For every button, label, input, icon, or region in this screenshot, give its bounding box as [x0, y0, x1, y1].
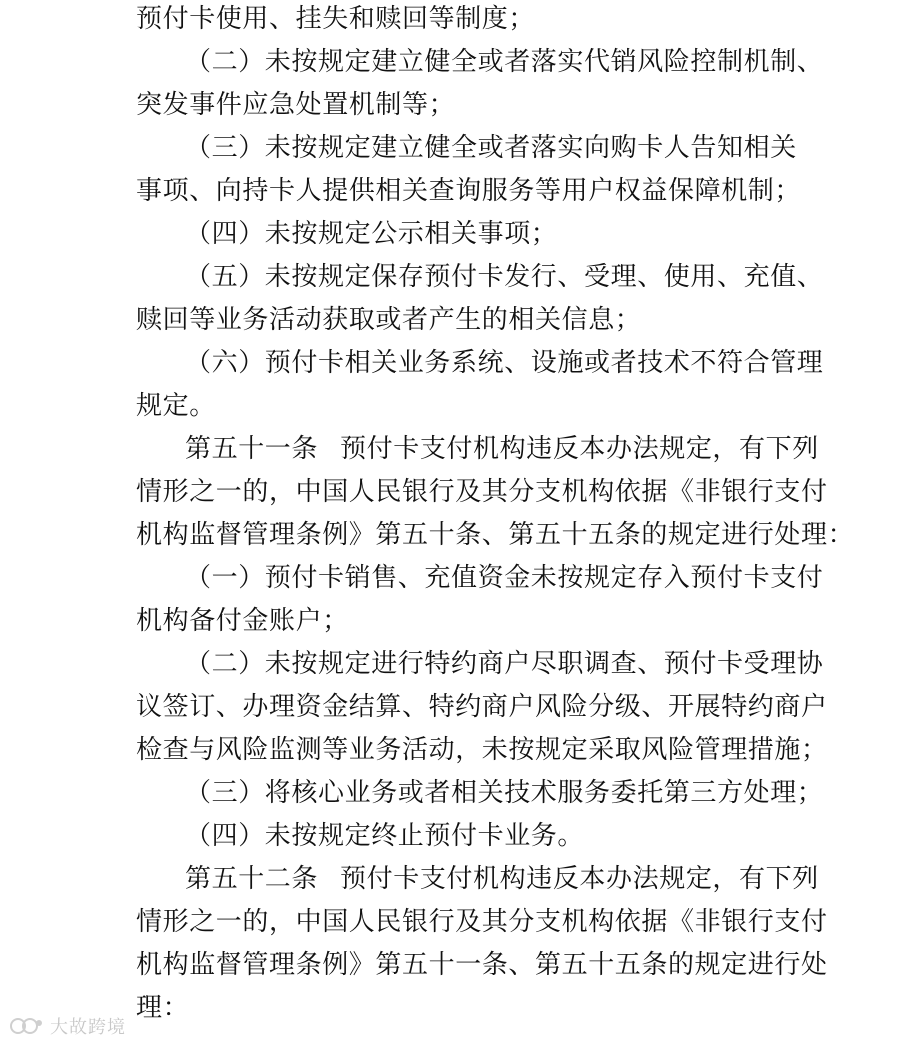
text-line: 理： [136, 993, 190, 1023]
text-line: 预付卡使用、挂失和赎回等制度； [136, 4, 536, 34]
article-52-heading-line [185, 864, 819, 894]
article-text: 预付卡支付机构违反本办法规定，有下列 [340, 864, 819, 894]
watermark-logo-icon [10, 1014, 44, 1038]
text-line: （一）预付卡销售、充值资金未按规定存入预付卡支付 [185, 563, 824, 593]
watermark [10, 1012, 126, 1040]
text-line: （二）未按规定进行特约商户尽职调查、预付卡受理协 [185, 649, 824, 679]
text-line: 规定。 [136, 391, 216, 421]
text-line: （四）未按规定公示相关事项； [185, 219, 558, 249]
text-line: （五）未按规定保存预付卡发行、受理、使用、充值、 [185, 262, 824, 292]
text-line: 情形之一的，中国人民银行及其分支机构依据《非银行支付 [136, 477, 828, 507]
text-line: （四）未按规定终止预付卡业务。 [185, 821, 585, 851]
text-line: 机构监督管理条例》第五十条、第五十五条的规定进行处理： [136, 520, 855, 550]
article-text: 预付卡支付机构违反本办法规定，有下列 [340, 434, 819, 464]
text-line: 事项、向持卡人提供相关查询服务等用户权益保障机制； [136, 176, 802, 206]
text-line: 赎回等业务活动获取或者产生的相关信息； [136, 305, 642, 335]
text-line: 机构备付金账户； [136, 606, 349, 636]
text-line: 检查与风险监测等业务活动，未按规定采取风险管理措施； [136, 735, 828, 765]
text-line: （三）未按规定建立健全或者落实向购卡人告知相关 [185, 133, 797, 163]
text-line: （二）未按规定建立健全或者落实代销风险控制机制、 [185, 47, 824, 77]
text-line: （六）预付卡相关业务系统、设施或者技术不符合管理 [185, 348, 824, 378]
text-line: 机构监督管理条例》第五十一条、第五十五条的规定进行处 [136, 950, 828, 980]
watermark-text: 大故跨境 [50, 1017, 126, 1038]
text-line: （三）将核心业务或者相关技术服务委托第三方处理； [185, 778, 824, 808]
text-line: 议签订、办理资金结算、特约商户风险分级、开展特约商户 [136, 692, 828, 722]
article-51-heading-line [185, 434, 819, 464]
text-line: 情形之一的，中国人民银行及其分支机构依据《非银行支付 [136, 907, 828, 937]
text-line: 突发事件应急处置机制等； [136, 90, 456, 120]
article-number: 第五十一条 [185, 434, 319, 464]
article-number: 第五十二条 [185, 864, 319, 894]
